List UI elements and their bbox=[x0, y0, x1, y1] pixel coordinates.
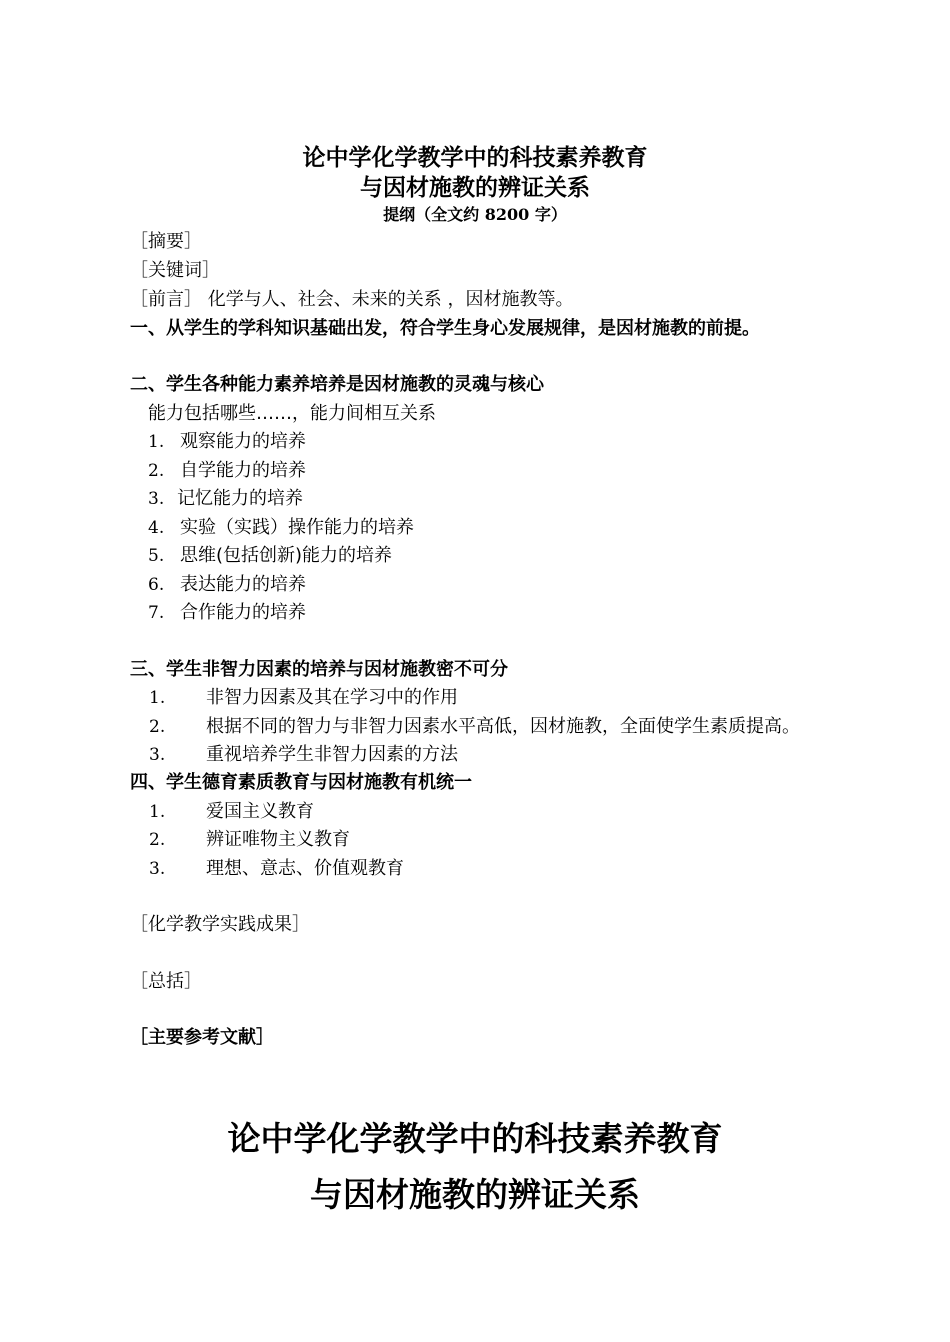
list-text: 实验（实践）操作能力的培养 bbox=[180, 517, 414, 538]
list-text: 重视培养学生非智力因素的方法 bbox=[206, 744, 458, 765]
list-item bbox=[149, 827, 350, 853]
list-text: 记忆能力的培养 bbox=[177, 488, 303, 509]
list-item bbox=[148, 515, 414, 541]
body-title-line2: 与因材施教的辨证关系 bbox=[310, 1175, 640, 1214]
outline-title-line1: 论中学化学教学中的科技素养教育 bbox=[302, 144, 648, 171]
list-item bbox=[149, 799, 314, 825]
list-text: 根据不同的智力与非智力因素水平高低，因材施教，全面使学生素质提高。 bbox=[206, 716, 800, 737]
results-label: ［化学教学实践成果］ bbox=[130, 914, 310, 935]
list-text: 理想、意志、价值观教育 bbox=[206, 858, 404, 879]
list-text: 辨证唯物主义教育 bbox=[206, 829, 350, 850]
list-number: 1. bbox=[149, 802, 166, 822]
list-item bbox=[148, 572, 306, 598]
list-item bbox=[148, 543, 392, 569]
list-number: 5. bbox=[148, 546, 165, 566]
list-number: 4. bbox=[148, 518, 165, 538]
list-item bbox=[149, 714, 800, 740]
section4-heading: 四、学生德育素质教育与因材施教有机统一 bbox=[130, 772, 472, 793]
keywords-label: ［关键词］ bbox=[130, 260, 220, 281]
list-number: 1. bbox=[149, 688, 166, 708]
list-text: 合作能力的培养 bbox=[180, 602, 306, 623]
list-item bbox=[148, 600, 306, 626]
list-item bbox=[148, 429, 306, 455]
list-number: 7. bbox=[148, 603, 165, 623]
body-title-line1: 论中学化学教学中的科技素养教育 bbox=[227, 1119, 723, 1158]
list-item bbox=[149, 856, 404, 882]
outline-title-line2: 与因材施教的辨证关系 bbox=[360, 174, 590, 201]
list-text: 自学能力的培养 bbox=[180, 460, 306, 481]
references-label: ［主要参考文献］ bbox=[130, 1027, 274, 1048]
section2-intro: 能力包括哪些……，能力间相互关系 bbox=[148, 403, 436, 424]
list-number: 2. bbox=[148, 461, 165, 481]
section2-heading: 二、学生各种能力素养培养是因材施教的灵魂与核心 bbox=[130, 374, 544, 395]
list-item bbox=[149, 685, 458, 711]
list-text: 思维(包括创新)能力的培养 bbox=[180, 545, 393, 566]
preface-line: ［前言］ 化学与人、社会、未来的关系 ，因材施教等。 bbox=[130, 289, 574, 310]
list-text: 观察能力的培养 bbox=[180, 431, 306, 452]
list-item bbox=[148, 486, 303, 512]
abstract-label: ［摘要］ bbox=[130, 231, 202, 252]
list-number: 3. bbox=[149, 745, 166, 765]
list-text: 表达能力的培养 bbox=[180, 574, 306, 595]
list-text: 爱国主义教育 bbox=[206, 801, 314, 822]
list-number: 2. bbox=[149, 830, 166, 850]
list-number: 3. bbox=[148, 489, 165, 509]
list-number: 3. bbox=[149, 859, 166, 879]
section1-heading: 一、从学生的学科知识基础出发，符合学生身心发展规律，是因材施教的前提。 bbox=[130, 318, 760, 339]
list-item bbox=[148, 458, 306, 484]
list-number: 2. bbox=[149, 717, 166, 737]
outline-subtitle: 提纲（全文约 8200 字） bbox=[383, 205, 567, 224]
section3-heading: 三、学生非智力因素的培养与因材施教密不可分 bbox=[130, 659, 508, 680]
list-item bbox=[149, 742, 458, 768]
list-text: 非智力因素及其在学习中的作用 bbox=[206, 687, 458, 708]
list-number: 1. bbox=[148, 432, 165, 452]
list-number: 6. bbox=[148, 575, 165, 595]
summary-label: ［总括］ bbox=[130, 971, 202, 992]
